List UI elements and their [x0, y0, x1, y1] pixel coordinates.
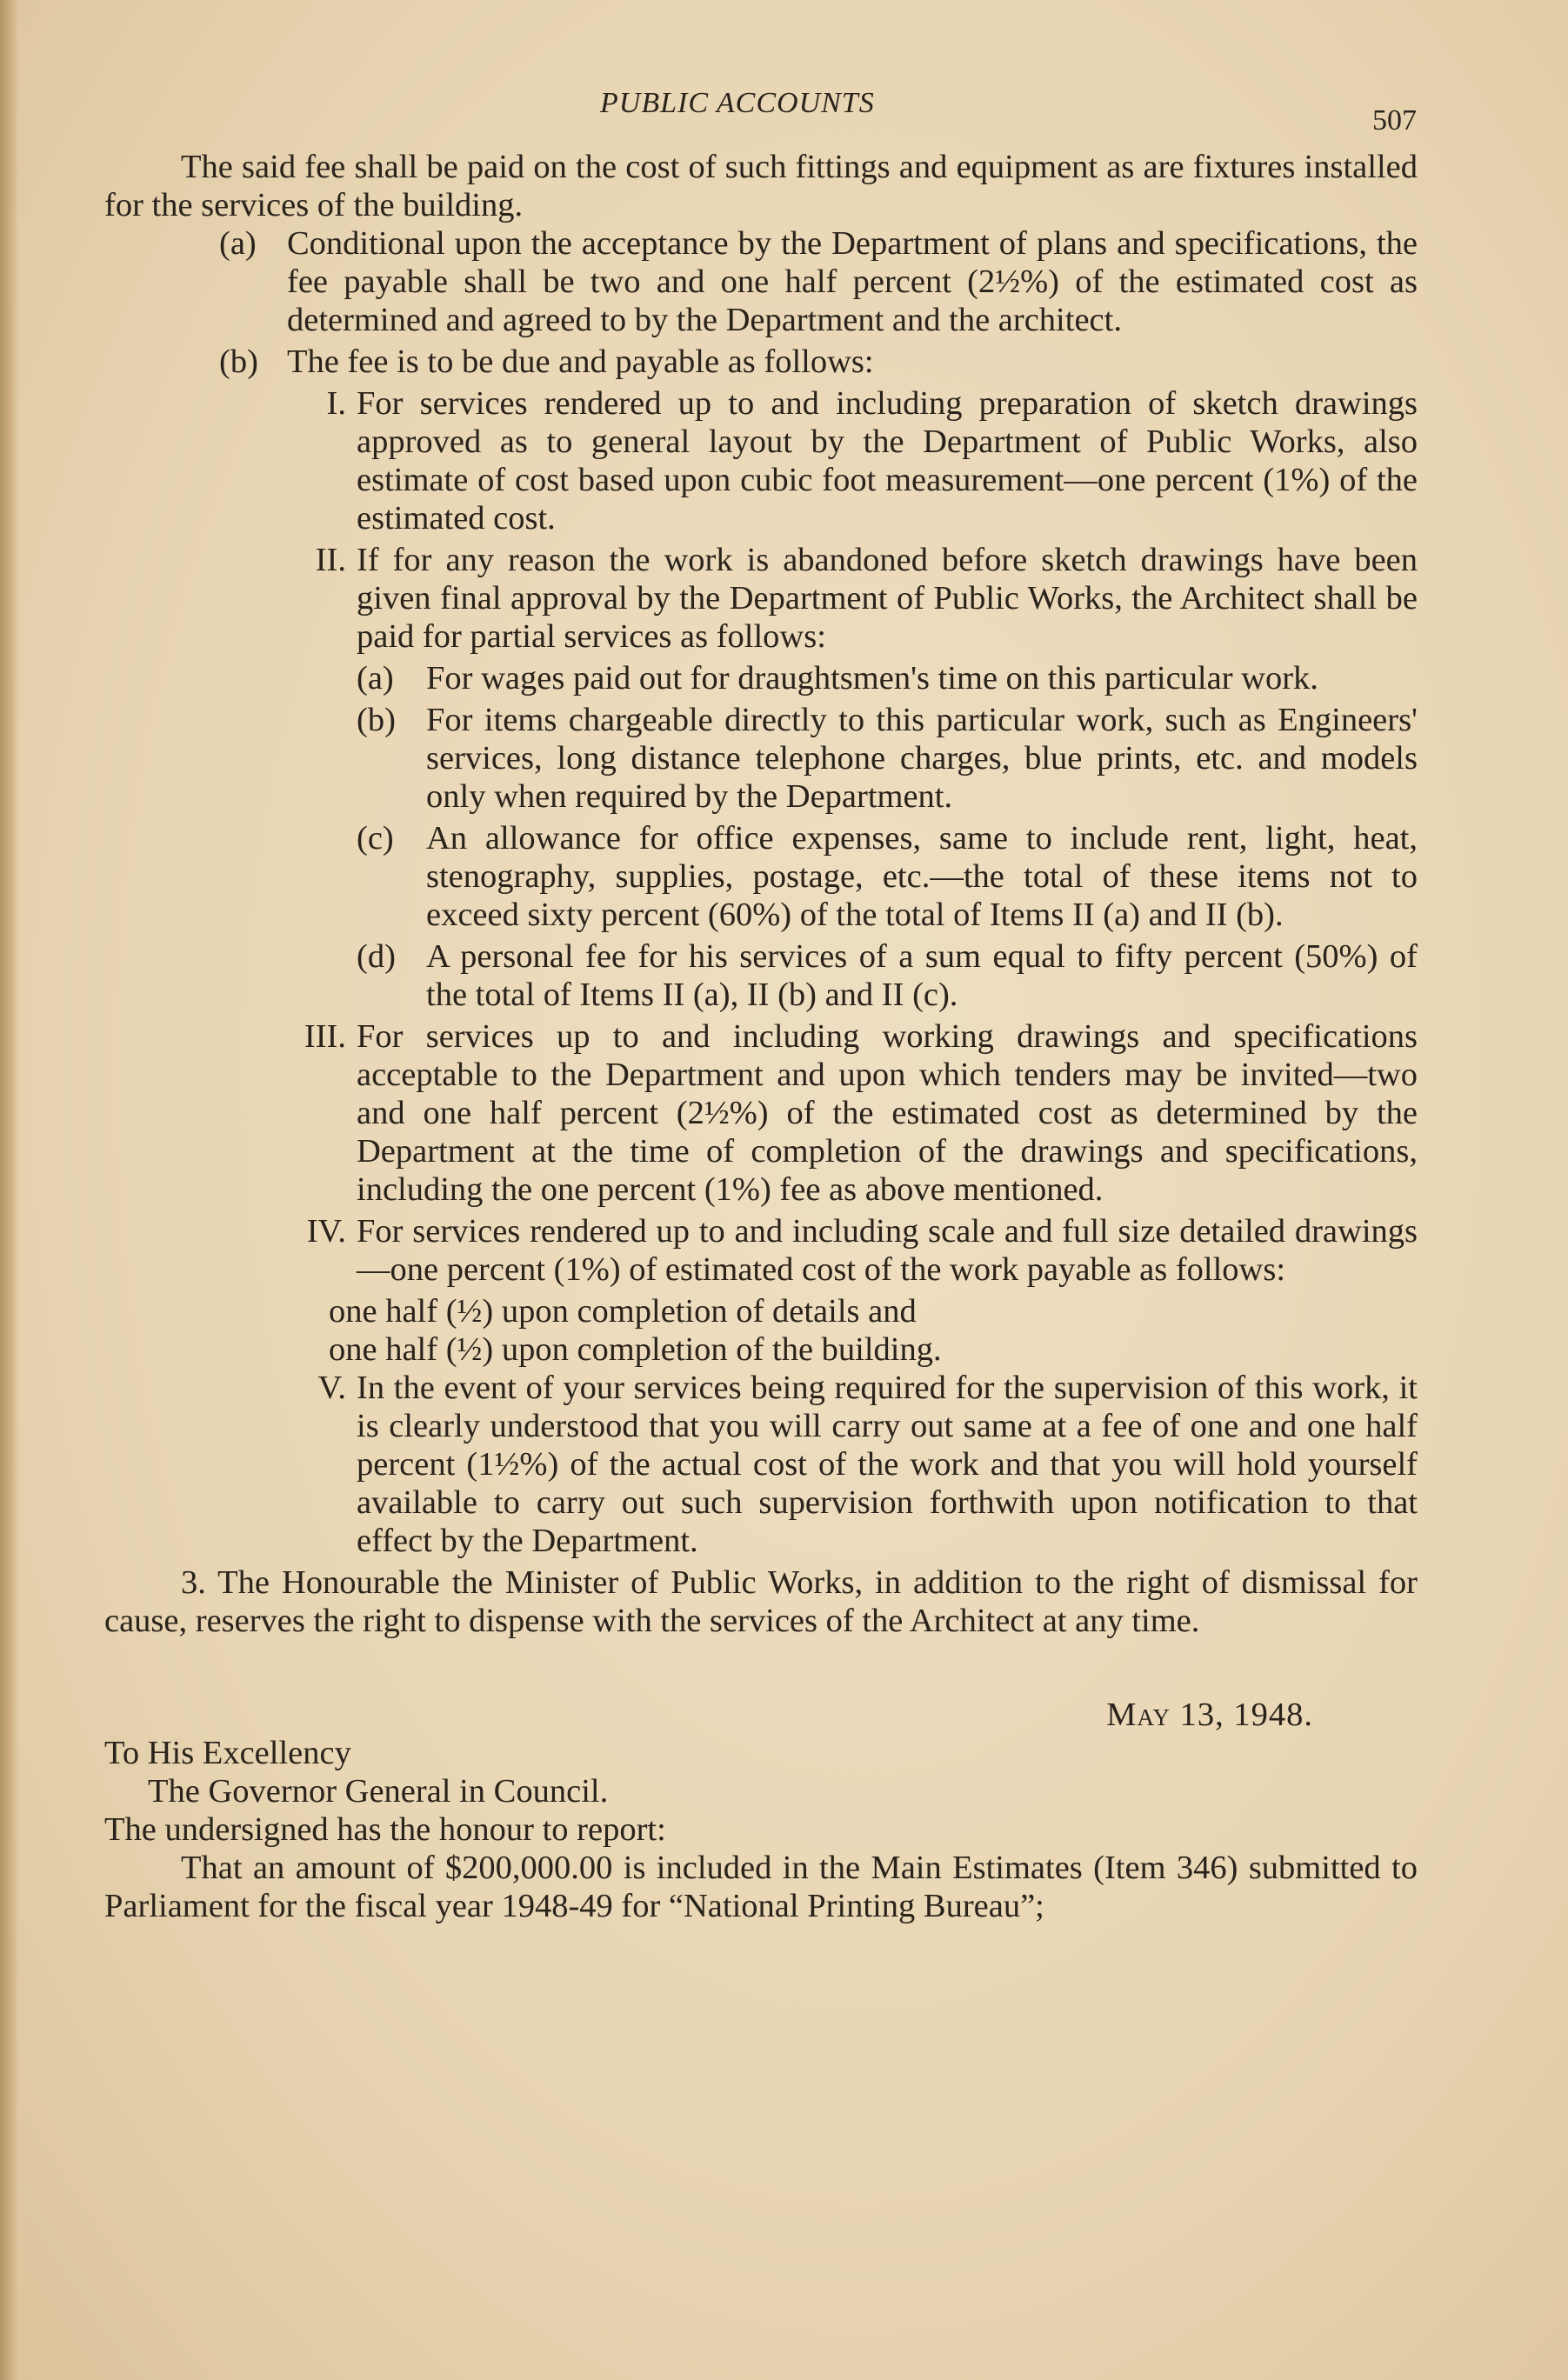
sub-item-label: (c) — [357, 820, 394, 857]
roman-item-iii — [104, 1017, 1418, 1209]
book-spine-shadow — [0, 0, 19, 2380]
item-label: (b) — [219, 343, 258, 380]
memo-addressee: The Governor General in Council. — [148, 1773, 609, 1810]
sub-item-label: (a) — [357, 660, 394, 697]
sub-item-a — [104, 659, 1418, 697]
sub-item-label: (d) — [357, 938, 396, 975]
roman-label: II. — [315, 542, 346, 578]
roman-label: V. — [317, 1370, 346, 1406]
roman-label: IV. — [306, 1213, 346, 1250]
memo-header — [104, 1696, 1418, 1734]
item-text: Conditional upon the acceptance by the Department of plans and specifications, the fee payable shall be two and one half percent (2½%) of the estimated cost as determined and agreed to by the Department and the architect. — [287, 225, 1418, 338]
roman-text: If for any reason the work is abandoned before sketch drawings have been given final approval by the Department of Public Works, the Architect shall be paid for partial services as follows: — [357, 542, 1418, 655]
roman-text: In the event of your services being required for the supervision of this work, it is clearly understood that you will carry out same at a fee of one and one half percent (1½%) of the actual cost of the work and that you will hold yourself available to carry out such supervision forthwith upon notification to that effect by the Department. — [357, 1370, 1418, 1559]
sub-item-text: An allowance for office expenses, same to include rent, light, heat, stenography, supplies, postage, etc.—the total of these items not to exceed sixty percent (60%) of the total of Items II (a) and II (b). — [426, 820, 1418, 933]
sub-item-c — [104, 819, 1418, 934]
memo-to: To His Excellency — [104, 1735, 351, 1771]
running-title: PUBLIC ACCOUNTS — [600, 87, 875, 119]
roman-label: III. — [304, 1018, 346, 1055]
page-body — [104, 148, 1418, 1925]
roman-item-ii — [104, 541, 1418, 656]
roman-text: For services rendered up to and including preparation of sketch drawings approved as to general layout by the Department of Public Works, also estimate of cost based upon cubic foot measurement—one percent (1%) of the estimated cost. — [357, 385, 1418, 537]
sub-item-text: A personal fee for his services of a sum equal to fifty percent (50%) of the total of Items II (a), II (b) and II (c). — [426, 938, 1418, 1013]
clause-3-paragraph: 3. The Honourable the Minister of Public Works, in addition to the right of dismissal for cause, reserves the right to dispense with the services of the Architect at any time. — [104, 1564, 1418, 1639]
memo-opening: The undersigned has the honour to report: — [104, 1811, 666, 1848]
sub-item-text: For items chargeable directly to this particular work, such as Engineers' services, long distance telephone charges, blue prints, etc. and models only when required by the Department. — [426, 702, 1418, 815]
roman-text: For services up to and including working drawings and specifications acceptable to the Department and upon which tenders may be invited—two and one half percent (2½%) of the estimated cost as determined by the Department at the time of completion of the drawings and specifications, including the one percent (1%) fee as above mentioned. — [357, 1018, 1418, 1208]
memo-date: May 13, 1948. — [1106, 1697, 1313, 1733]
sub-item-label: (b) — [357, 702, 396, 738]
sub-item-b — [104, 701, 1418, 816]
item-b — [104, 343, 1418, 381]
roman-item-iv — [104, 1212, 1418, 1289]
item-label: (a) — [219, 225, 257, 262]
roman-text: For services rendered up to and including scale and full size detailed drawings—one percent (1%) of estimated cost of the work payable as follows: — [357, 1213, 1418, 1288]
memo-paragraph: That an amount of $200,000.00 is included in the Main Estimates (Item 346) submitted to Parliament for the fiscal year 1948-49 for “National Printing Bureau”; — [104, 1850, 1418, 1924]
item-text: The fee is to be due and payable as follows: — [287, 343, 874, 380]
intro-paragraph: The said fee shall be paid on the cost of such fittings and equipment as are fixtures installed for the services of the building. — [104, 149, 1418, 223]
item-a — [104, 224, 1418, 339]
sub-item-text: For wages paid out for draughtsmen's time on this particular work. — [426, 660, 1318, 697]
page-number: 507 — [1372, 104, 1417, 137]
sub-item-d — [104, 937, 1418, 1014]
roman-item-i — [104, 384, 1418, 537]
roman-item-v — [104, 1369, 1418, 1560]
roman-label: I. — [326, 385, 346, 422]
payment-line-details: one half (½) upon completion of details and — [329, 1293, 917, 1330]
payment-line-building: one half (½) upon completion of the building. — [329, 1331, 942, 1368]
page-header — [0, 87, 1568, 139]
